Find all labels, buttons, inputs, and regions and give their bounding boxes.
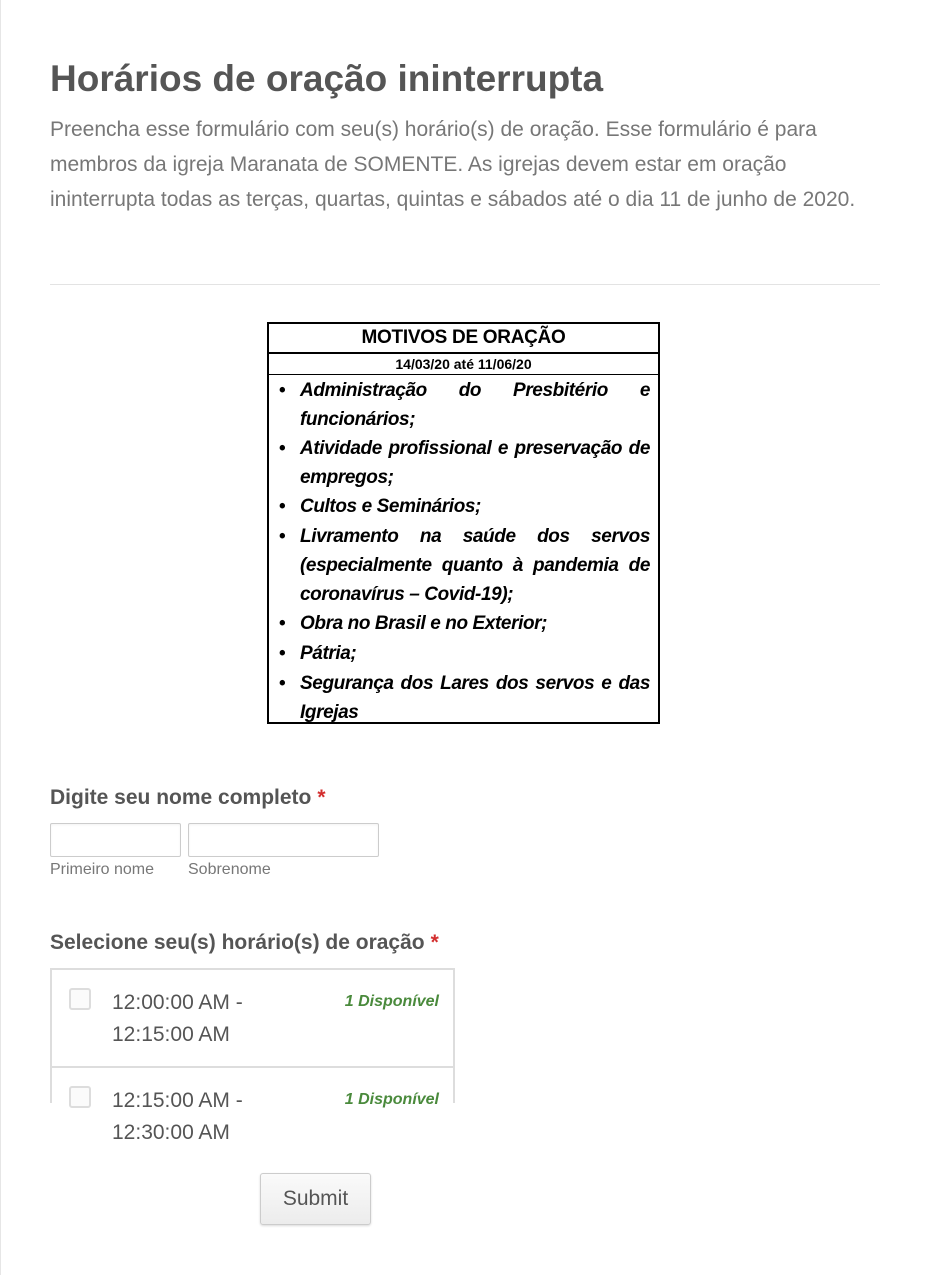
page-left-border xyxy=(0,0,1,1275)
form-description: Preencha esse formulário com seu(s) horário(s) de oração. Esse formulário é para membros da igreja Maranata de SOMENTE. As igrejas devem estar em oração ininterrupta todas as terças, quartas, quintas e sábados até o dia 11 de junho de 2020. xyxy=(50,118,856,211)
prayer-reason-item xyxy=(279,376,650,434)
time-slot-label: 12:00:00 AM - 12:15:00 AM xyxy=(112,991,243,1046)
prayer-reason-item xyxy=(279,639,650,668)
form-title: Horários de oração ininterrupta xyxy=(50,58,604,99)
availability-badge: 1 Disponível xyxy=(344,993,439,1010)
full-name-label xyxy=(50,786,326,810)
prayer-reason-item xyxy=(279,609,650,638)
bullet-icon: • xyxy=(279,526,286,547)
first-name-input[interactable] xyxy=(50,823,181,857)
time-slot-list[interactable] xyxy=(50,968,455,1144)
time-slot[interactable] xyxy=(52,1066,453,1166)
prayer-reasons-image xyxy=(267,322,660,724)
bullet-icon: • xyxy=(279,613,286,634)
prayer-reasons-title: MOTIVOS DE ORAÇÃO xyxy=(269,324,658,354)
first-name-sublabel: Primeiro nome xyxy=(50,861,155,878)
prayer-reason-text: Atividade profissional e preservação de empregos; xyxy=(300,438,650,488)
prayer-reason-item xyxy=(279,669,650,727)
header-divider xyxy=(50,284,880,285)
prayer-reason-item xyxy=(279,522,650,609)
prayer-reason-item xyxy=(279,492,650,521)
time-slot[interactable] xyxy=(52,970,453,1068)
required-mark: * xyxy=(317,786,326,809)
prayer-reasons-dates: 14/03/20 até 11/06/20 xyxy=(269,354,658,375)
prayer-reason-text: Administração do Presbitério e funcionários; xyxy=(300,380,650,430)
required-mark: * xyxy=(430,931,439,954)
schedule-label xyxy=(50,931,439,955)
last-name-sublabel: Sobrenome xyxy=(188,861,271,878)
prayer-reason-text: Obra no Brasil e no Exterior; xyxy=(300,613,548,634)
time-slot-checkbox[interactable] xyxy=(69,1086,91,1108)
bullet-icon: • xyxy=(279,643,286,664)
availability-badge: 1 Disponível xyxy=(344,1091,439,1108)
bullet-icon: • xyxy=(279,380,286,401)
prayer-reason-text: Cultos e Seminários; xyxy=(300,496,481,517)
prayer-reason-text: Segurança dos Lares dos servos e das Igrejas xyxy=(300,673,650,723)
bullet-icon: • xyxy=(279,496,286,517)
schedule-label-text: Selecione seu(s) horário(s) de oração xyxy=(50,931,425,954)
time-slot-label: 12:15:00 AM - 12:30:00 AM xyxy=(112,1089,243,1144)
prayer-reason-text: Pátria; xyxy=(300,643,357,664)
full-name-label-text: Digite seu nome completo xyxy=(50,786,312,809)
bullet-icon: • xyxy=(279,438,286,459)
bullet-icon: • xyxy=(279,673,286,694)
prayer-reason-item xyxy=(279,434,650,492)
prayer-reason-text: Livramento na saúde dos servos (especialmente quanto à pandemia de coronavírus – Covid-19); xyxy=(300,526,650,605)
last-name-input[interactable] xyxy=(188,823,379,857)
submit-button[interactable]: Submit xyxy=(260,1173,371,1225)
time-slot-checkbox[interactable] xyxy=(69,988,91,1010)
